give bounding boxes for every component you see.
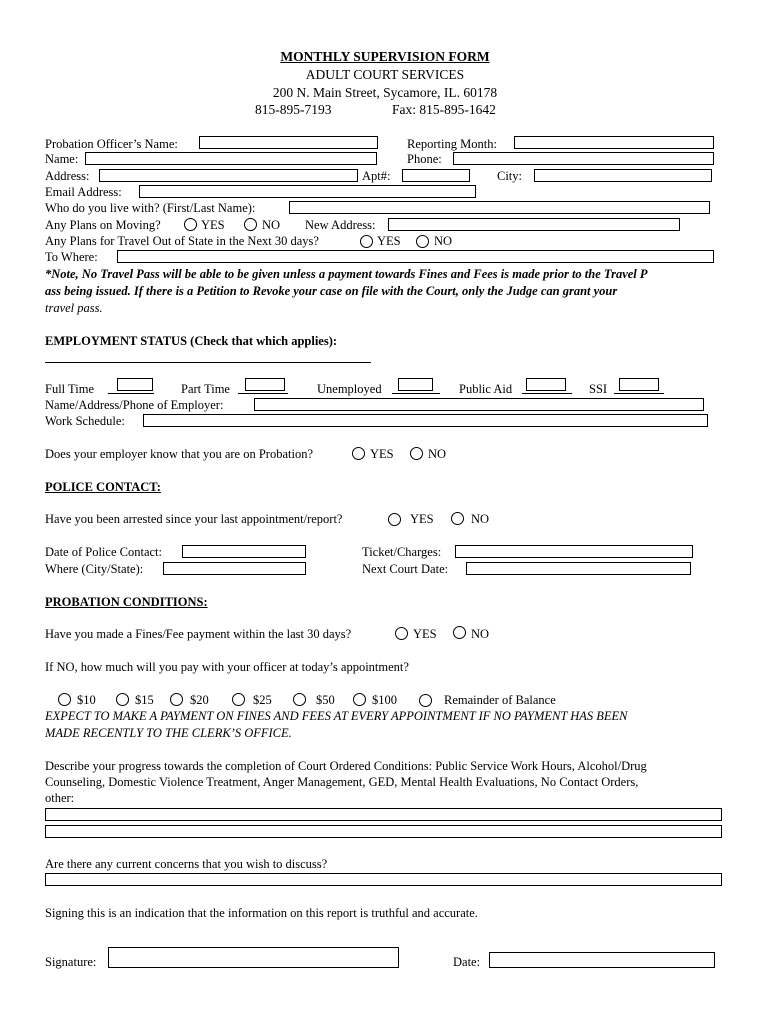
employment-divider <box>45 362 371 363</box>
live-with-label: Who do you live with? (First/Last Name): <box>45 201 256 215</box>
arrested-no-label: NO <box>471 512 490 526</box>
moving-label: Any Plans on Moving? <box>45 218 161 232</box>
email-field[interactable] <box>139 185 476 198</box>
progress-line-1: Describe your progress towards the completion of Court Ordered Conditions: Public Service Work Hours, Alcohol/Drug <box>45 759 647 773</box>
employer-know-yes-label: YES <box>370 447 394 461</box>
new-address-field[interactable] <box>388 218 680 231</box>
full-time-label: Full Time <box>45 382 94 396</box>
progress-field-1[interactable] <box>45 808 722 821</box>
officer-name-field[interactable] <box>199 136 378 149</box>
payment-yes-radio[interactable] <box>395 627 408 640</box>
travel-no-radio[interactable] <box>416 235 429 248</box>
amount-15-label: $15 <box>135 693 154 707</box>
amount-50-radio[interactable] <box>293 693 306 706</box>
court-date-label: Next Court Date: <box>362 562 449 576</box>
work-schedule-field[interactable] <box>143 414 708 427</box>
employer-know-no-label: NO <box>428 447 447 461</box>
amount-100-label: $100 <box>372 693 397 707</box>
employer-label: Name/Address/Phone of Employer: <box>45 398 224 412</box>
progress-field-2[interactable] <box>45 825 722 838</box>
amount-10-radio[interactable] <box>58 693 71 706</box>
org-phone: 815-895-7193 <box>255 102 332 117</box>
police-date-label: Date of Police Contact: <box>45 545 162 559</box>
payment-no-label: NO <box>471 627 490 641</box>
progress-line-3: other: <box>45 791 75 805</box>
unemployed-label: Unemployed <box>317 382 382 396</box>
date-label: Date: <box>453 955 481 969</box>
ticket-label: Ticket/Charges: <box>362 545 442 559</box>
moving-no-label: NO <box>262 218 281 232</box>
employment-heading: EMPLOYMENT STATUS (Check that which applies): <box>45 334 338 348</box>
reporting-month-label: Reporting Month: <box>407 137 497 151</box>
org-fax: Fax: 815-895-1642 <box>392 102 496 117</box>
employer-know-yes-radio[interactable] <box>352 447 365 460</box>
apt-field[interactable] <box>402 169 470 182</box>
officer-name-label: Probation Officer’s Name: <box>45 137 178 151</box>
amount-100-radio[interactable] <box>353 693 366 706</box>
moving-yes-label: YES <box>201 218 225 232</box>
note-line-1: *Note, No Travel Pass will be able to be given unless a payment towards Fines and Fees is made prior to the Travel P <box>45 267 648 281</box>
address-label: Address: <box>45 169 90 183</box>
amount-25-radio[interactable] <box>232 693 245 706</box>
org-address: 200 N. Main Street, Sycamore, IL. 60178 <box>272 85 498 100</box>
reporting-month-field[interactable] <box>514 136 714 149</box>
live-with-field[interactable] <box>289 201 710 214</box>
to-where-label: To Where: <box>45 250 98 264</box>
part-time-field[interactable] <box>245 378 285 391</box>
expect-line-2: MADE RECENTLY TO THE CLERK’S OFFICE. <box>45 726 292 740</box>
org-name: ADULT COURT SERVICES <box>305 67 465 82</box>
name-label: Name: <box>45 152 79 166</box>
public-aid-field[interactable] <box>526 378 566 391</box>
apt-label: Apt#: <box>362 169 391 183</box>
employer-know-no-radio[interactable] <box>410 447 423 460</box>
signature-field[interactable] <box>108 947 399 968</box>
police-date-field[interactable] <box>182 545 306 558</box>
work-schedule-label: Work Schedule: <box>45 414 125 428</box>
arrested-no-radio[interactable] <box>451 512 464 525</box>
amount-remainder-radio[interactable] <box>419 694 432 707</box>
amount-20-radio[interactable] <box>170 693 183 706</box>
amount-50-label: $50 <box>316 693 335 707</box>
form-title: MONTHLY SUPERVISION FORM <box>280 49 490 64</box>
unemployed-field[interactable] <box>398 378 433 391</box>
payment-question: Have you made a Fines/Fee payment within the last 30 days? <box>45 627 352 641</box>
signing-statement: Signing this is an indication that the information on this report is truthful and accurate. <box>45 906 478 920</box>
concerns-field[interactable] <box>45 873 722 886</box>
ssi-label: SSI <box>589 382 608 396</box>
employer-field[interactable] <box>254 398 704 411</box>
amount-20-label: $20 <box>190 693 209 707</box>
moving-yes-radio[interactable] <box>184 218 197 231</box>
travel-label: Any Plans for Travel Out of State in the Next 30 days? <box>45 234 319 248</box>
full-time-field[interactable] <box>117 378 153 391</box>
public-aid-label: Public Aid <box>459 382 513 396</box>
ssi-field[interactable] <box>619 378 659 391</box>
travel-yes-radio[interactable] <box>360 235 373 248</box>
where-field[interactable] <box>163 562 306 575</box>
email-label: Email Address: <box>45 185 122 199</box>
amount-15-radio[interactable] <box>116 693 129 706</box>
note-line-2: ass being issued. If there is a Petition to Revoke your case on file with the Court, only the Judge can grant your <box>45 284 618 298</box>
part-time-label: Part Time <box>181 382 230 396</box>
phone-field[interactable] <box>453 152 714 165</box>
conditions-heading: PROBATION CONDITIONS: <box>45 595 208 609</box>
progress-line-2: Counseling, Domestic Violence Treatment, Anger Management, GED, Mental Health Evaluations, No Contact Orders, <box>45 775 639 789</box>
moving-no-radio[interactable] <box>244 218 257 231</box>
address-field[interactable] <box>99 169 358 182</box>
signature-label: Signature: <box>45 955 97 969</box>
city-label: City: <box>497 169 523 183</box>
name-field[interactable] <box>85 152 377 165</box>
if-no-question: If NO, how much will you pay with your officer at today’s appointment? <box>45 660 409 674</box>
to-where-field[interactable] <box>117 250 714 263</box>
date-field[interactable] <box>489 952 715 968</box>
new-address-label: New Address: <box>305 218 376 232</box>
travel-yes-label: YES <box>377 234 401 248</box>
amount-remainder-label: Remainder of Balance <box>444 693 556 707</box>
travel-no-label: NO <box>434 234 453 248</box>
arrested-yes-label: YES <box>410 512 434 526</box>
city-field[interactable] <box>534 169 712 182</box>
arrested-yes-radio[interactable] <box>388 513 401 526</box>
amount-25-label: $25 <box>253 693 272 707</box>
expect-line-1: EXPECT TO MAKE A PAYMENT ON FINES AND FEES AT EVERY APPOINTMENT IF NO PAYMENT HAS BEEN <box>45 709 628 723</box>
payment-yes-label: YES <box>413 627 437 641</box>
concerns-question: Are there any current concerns that you wish to discuss? <box>45 857 328 871</box>
ticket-field[interactable] <box>455 545 693 558</box>
phone-label: Phone: <box>407 152 442 166</box>
police-heading: POLICE CONTACT: <box>45 480 161 494</box>
payment-no-radio[interactable] <box>453 626 466 639</box>
where-label: Where (City/State): <box>45 562 144 576</box>
court-date-field[interactable] <box>466 562 691 575</box>
arrested-question: Have you been arrested since your last appointment/report? <box>45 512 343 526</box>
employer-know-question: Does your employer know that you are on Probation? <box>45 447 313 461</box>
amount-10-label: $10 <box>77 693 96 707</box>
note-line-3: travel pass. <box>45 301 103 315</box>
